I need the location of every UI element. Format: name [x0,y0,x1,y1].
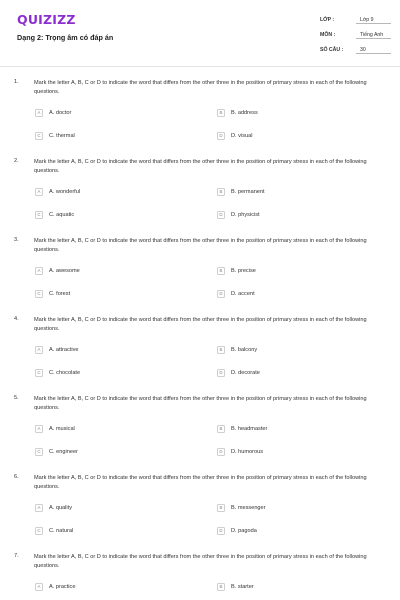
option-a[interactable] [35,582,75,591]
meta-subject [320,31,391,39]
meta-value: Tiếng Anh [356,31,391,39]
option-text: D. decorate [231,369,260,376]
question-text: Mark the letter A, B, C or D to indicate the word that differs from the other three in the position of primary stress in each of the following questions. [34,475,367,490]
meta-label: LỚP : [320,17,335,23]
meta-label: MÔN : [320,32,336,38]
option-text: C. aquatic [49,211,75,218]
option-text: A. practice [49,583,76,590]
option-b[interactable] [217,266,256,275]
option-text: D. accent [231,290,255,297]
question-number: 2. [14,158,19,164]
option-c[interactable] [35,289,70,298]
option-text: B. address [231,109,258,116]
option-text: B. headmaster [231,425,268,432]
question-text: Mark the letter A, B, C or D to indicate the word that differs from the other three in the position of primary stress in each of the following questions. [34,554,367,569]
option-text: A. musical [49,425,75,432]
option-letter-box: B [217,346,225,354]
option-a[interactable] [35,503,72,512]
meta-value: Lớp 9 [356,16,391,24]
question-number: 4. [14,316,19,322]
option-letter-box: C [35,132,43,140]
option-text: B. precise [231,267,256,274]
worksheet-title: Dạng 2: Trọng âm có đáp án [17,33,114,42]
option-letter-box: C [35,527,43,535]
option-letter-box: C [35,369,43,377]
option-c[interactable] [35,526,73,535]
option-text: B. starter [231,583,254,590]
question-number: 6. [14,474,19,480]
option-text: A. doctor [49,109,72,116]
option-text: B. messenger [231,504,266,511]
option-text: D. physicist [231,211,260,218]
option-letter-box: B [217,425,225,433]
option-text: C. thermal [49,132,75,139]
header-divider [0,66,400,67]
meta-label: SỐ CÂU : [320,47,344,53]
option-b[interactable] [217,187,265,196]
question-number: 3. [14,237,19,243]
option-d[interactable] [217,131,252,140]
option-text: C. engineer [49,448,78,455]
meta-value: 30 [356,46,391,54]
question-number: 5. [14,395,19,401]
option-text: D. humorous [231,448,264,455]
option-letter-box: C [35,448,43,456]
option-c[interactable] [35,210,74,219]
quizizz-logo: QUIZIZZ [17,12,76,27]
option-letter-box: D [217,527,225,535]
option-b[interactable] [217,424,267,433]
option-b[interactable] [217,582,254,591]
option-letter-box: D [217,211,225,219]
option-text: C. chocolate [49,369,81,376]
option-a[interactable] [35,187,80,196]
option-text: A. quality [49,504,73,511]
question-text: Mark the letter A, B, C or D to indicate the word that differs from the other three in the position of primary stress in each of the following questions. [34,238,367,253]
option-text: A. wonderful [49,188,81,195]
option-d[interactable] [217,289,255,298]
option-a[interactable] [35,266,80,275]
worksheet-header [0,0,400,66]
question-text: Mark the letter A, B, C or D to indicate the word that differs from the other three in the position of primary stress in each of the following questions. [34,396,367,411]
option-d[interactable] [217,368,260,377]
option-text: A. attractive [49,346,79,353]
option-letter-box: C [35,211,43,219]
option-c[interactable] [35,447,78,456]
question-text: Mark the letter A, B, C or D to indicate the word that differs from the other three in the position of primary stress in each of the following questions. [34,317,367,332]
option-a[interactable] [35,345,79,354]
option-letter-box: A [35,188,43,196]
option-d[interactable] [217,526,257,535]
meta-question-count [320,46,391,54]
option-a[interactable] [35,108,71,117]
question-number: 7. [14,553,19,559]
option-b[interactable] [217,345,257,354]
option-text: A. awesome [49,267,80,274]
option-letter-box: B [217,267,225,275]
option-text: B. permanent [231,188,265,195]
meta-grade [320,16,391,24]
option-text: D. visual [231,132,253,139]
option-b[interactable] [217,503,266,512]
option-letter-box: B [217,504,225,512]
option-letter-box: D [217,369,225,377]
option-text: D. pagoda [231,527,257,534]
option-d[interactable] [217,210,260,219]
option-d[interactable] [217,447,263,456]
option-letter-box: A [35,504,43,512]
question-text: Mark the letter A, B, C or D to indicate the word that differs from the other three in the position of primary stress in each of the following questions. [34,80,367,95]
option-letter-box: A [35,583,43,591]
option-text: C. forest [49,290,71,297]
option-letter-box: C [35,290,43,298]
option-letter-box: A [35,267,43,275]
option-c[interactable] [35,368,80,377]
option-c[interactable] [35,131,75,140]
option-letter-box: A [35,425,43,433]
question-text: Mark the letter A, B, C or D to indicate the word that differs from the other three in the position of primary stress in each of the following questions. [34,159,367,174]
option-letter-box: D [217,290,225,298]
option-text: B. balcony [231,346,258,353]
option-letter-box: B [217,188,225,196]
option-letter-box: A [35,109,43,117]
option-letter-box: B [217,583,225,591]
option-letter-box: A [35,346,43,354]
option-letter-box: D [217,132,225,140]
option-letter-box: B [217,109,225,117]
option-b[interactable] [217,108,258,117]
option-text: C. natural [49,527,74,534]
option-letter-box: D [217,448,225,456]
question-number: 1. [14,79,19,85]
option-a[interactable] [35,424,75,433]
